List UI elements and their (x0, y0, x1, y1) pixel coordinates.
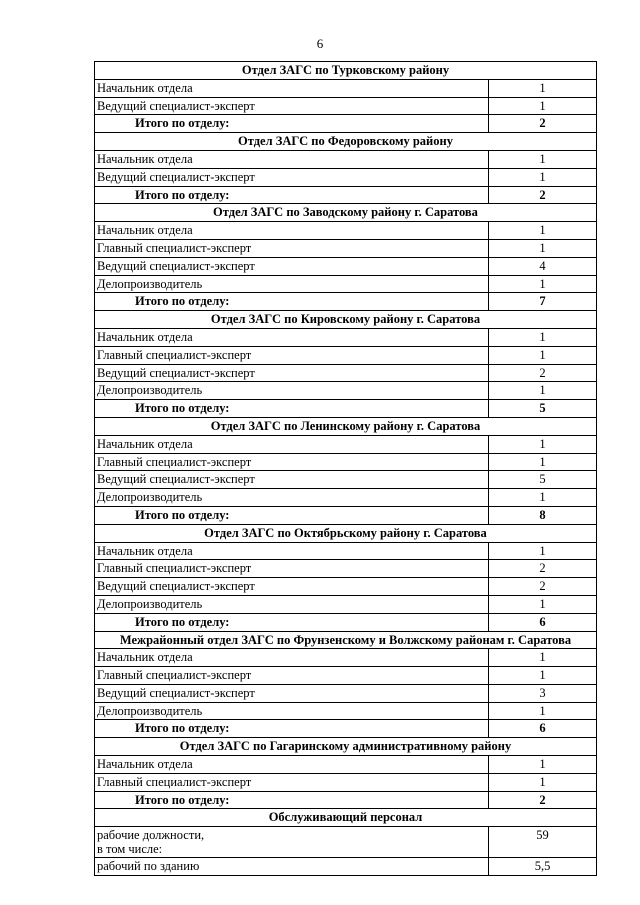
position-cell: Делопроизводитель (95, 702, 489, 720)
total-value: 5 (489, 400, 597, 418)
position-cell: Начальник отдела (95, 435, 489, 453)
total-row (95, 613, 597, 631)
table-row (95, 684, 597, 702)
table-row (95, 773, 597, 791)
section-title: Отдел ЗАГС по Гагаринскому административному району (95, 738, 597, 756)
count-cell: 3 (489, 684, 597, 702)
count-cell: 1 (489, 453, 597, 471)
position-cell: Главный специалист-эксперт (95, 773, 489, 791)
table-row (95, 858, 597, 876)
count-cell: 2 (489, 578, 597, 596)
position-cell: Главный специалист-эксперт (95, 560, 489, 578)
count-cell: 1 (489, 346, 597, 364)
position-cell: Делопроизводитель (95, 382, 489, 400)
position-cell: Ведущий специалист-эксперт (95, 97, 489, 115)
position-cell: Начальник отдела (95, 79, 489, 97)
section-header-row (95, 738, 597, 756)
count-cell: 1 (489, 435, 597, 453)
section-title: Отдел ЗАГС по Ленинскому району г. Саратова (95, 417, 597, 435)
count-cell: 1 (489, 542, 597, 560)
section-header-row (95, 133, 597, 151)
total-value: 2 (489, 791, 597, 809)
total-label: Итого по отделу: (95, 791, 489, 809)
position-cell: Делопроизводитель (95, 595, 489, 613)
table-row (95, 275, 597, 293)
position-cell: Начальник отдела (95, 328, 489, 346)
count-cell: 5 (489, 471, 597, 489)
position-cell: Делопроизводитель (95, 489, 489, 507)
position-cell: Главный специалист-эксперт (95, 453, 489, 471)
table-row (95, 382, 597, 400)
total-row (95, 186, 597, 204)
table-row (95, 578, 597, 596)
position-cell: Главный специалист-эксперт (95, 239, 489, 257)
total-value: 2 (489, 115, 597, 133)
count-cell: 1 (489, 150, 597, 168)
count-cell: 1 (489, 756, 597, 774)
count-cell: 4 (489, 257, 597, 275)
section-title: Отдел ЗАГС по Заводскому району г. Саратова (95, 204, 597, 222)
position-cell: Главный специалист-эксперт (95, 346, 489, 364)
table-row (95, 702, 597, 720)
count-cell: 2 (489, 364, 597, 382)
total-label: Итого по отделу: (95, 293, 489, 311)
count-cell: 1 (489, 649, 597, 667)
total-label: Итого по отделу: (95, 720, 489, 738)
section-header-row (95, 809, 597, 827)
count-cell: 1 (489, 702, 597, 720)
count-cell: 1 (489, 239, 597, 257)
section-title: Отдел ЗАГС по Федоровскому району (95, 133, 597, 151)
section-title: Отдел ЗАГС по Кировскому району г. Саратова (95, 311, 597, 329)
section-title: Межрайонный отдел ЗАГС по Фрунзенскому и Волжскому районам г. Саратова (95, 631, 597, 649)
total-row (95, 720, 597, 738)
count-cell: 1 (489, 667, 597, 685)
position-cell: Ведущий специалист-эксперт (95, 364, 489, 382)
table-row (95, 471, 597, 489)
table-row (95, 435, 597, 453)
position-cell: Начальник отдела (95, 222, 489, 240)
total-row (95, 400, 597, 418)
count-cell: 1 (489, 773, 597, 791)
section-header-row (95, 524, 597, 542)
table-row (95, 560, 597, 578)
total-value: 8 (489, 506, 597, 524)
count-cell: 1 (489, 97, 597, 115)
section-title: Обслуживающий персонал (95, 809, 597, 827)
count-cell: 1 (489, 168, 597, 186)
position-cell (95, 827, 489, 858)
section-title: Отдел ЗАГС по Октябрьскому району г. Саратова (95, 524, 597, 542)
count-cell: 1 (489, 222, 597, 240)
count-cell: 1 (489, 489, 597, 507)
table-row (95, 168, 597, 186)
position-cell: Ведущий специалист-эксперт (95, 684, 489, 702)
position-cell: Главный специалист-эксперт (95, 667, 489, 685)
position-cell: Начальник отдела (95, 150, 489, 168)
total-label: Итого по отделу: (95, 506, 489, 524)
table-row (95, 827, 597, 858)
table-row (95, 239, 597, 257)
position-cell: Ведущий специалист-эксперт (95, 257, 489, 275)
position-line: в том числе: (97, 842, 163, 857)
total-row (95, 115, 597, 133)
total-value: 7 (489, 293, 597, 311)
table-row (95, 453, 597, 471)
total-row (95, 506, 597, 524)
position-line: рабочие должности, (97, 828, 205, 843)
section-title: Отдел ЗАГС по Турковскому району (95, 62, 597, 80)
count-cell: 1 (489, 275, 597, 293)
section-header-row (95, 311, 597, 329)
total-row (95, 791, 597, 809)
table-row (95, 257, 597, 275)
count-cell: 1 (489, 328, 597, 346)
position-cell: Начальник отдела (95, 542, 489, 560)
count-cell: 1 (489, 595, 597, 613)
total-value: 6 (489, 613, 597, 631)
table-row (95, 542, 597, 560)
table-row (95, 595, 597, 613)
total-label: Итого по отделу: (95, 115, 489, 133)
total-label: Итого по отделу: (95, 613, 489, 631)
count-cell: 59 (489, 827, 597, 858)
total-label: Итого по отделу: (95, 400, 489, 418)
section-header-row (95, 204, 597, 222)
table-row (95, 489, 597, 507)
position-cell: Ведущий специалист-эксперт (95, 578, 489, 596)
total-value: 6 (489, 720, 597, 738)
page-number: 6 (316, 36, 324, 51)
count-cell: 2 (489, 560, 597, 578)
position-cell: рабочий по зданию (95, 858, 489, 876)
total-value: 2 (489, 186, 597, 204)
table-row (95, 222, 597, 240)
section-header-row (95, 62, 597, 80)
staff-table (94, 61, 597, 876)
count-cell: 5,5 (489, 858, 597, 876)
count-cell: 1 (489, 79, 597, 97)
section-header-row (95, 631, 597, 649)
table-row (95, 346, 597, 364)
count-cell: 1 (489, 382, 597, 400)
table-row (95, 756, 597, 774)
table-row (95, 79, 597, 97)
section-header-row (95, 417, 597, 435)
position-cell: Начальник отдела (95, 756, 489, 774)
table-row (95, 328, 597, 346)
position-cell: Начальник отдела (95, 649, 489, 667)
table-row (95, 97, 597, 115)
position-cell: Делопроизводитель (95, 275, 489, 293)
staff-table-body (95, 62, 597, 876)
position-cell: Ведущий специалист-эксперт (95, 168, 489, 186)
table-row (95, 150, 597, 168)
total-label: Итого по отделу: (95, 186, 489, 204)
table-row (95, 364, 597, 382)
position-cell: Ведущий специалист-эксперт (95, 471, 489, 489)
table-row (95, 649, 597, 667)
table-row (95, 667, 597, 685)
total-row (95, 293, 597, 311)
